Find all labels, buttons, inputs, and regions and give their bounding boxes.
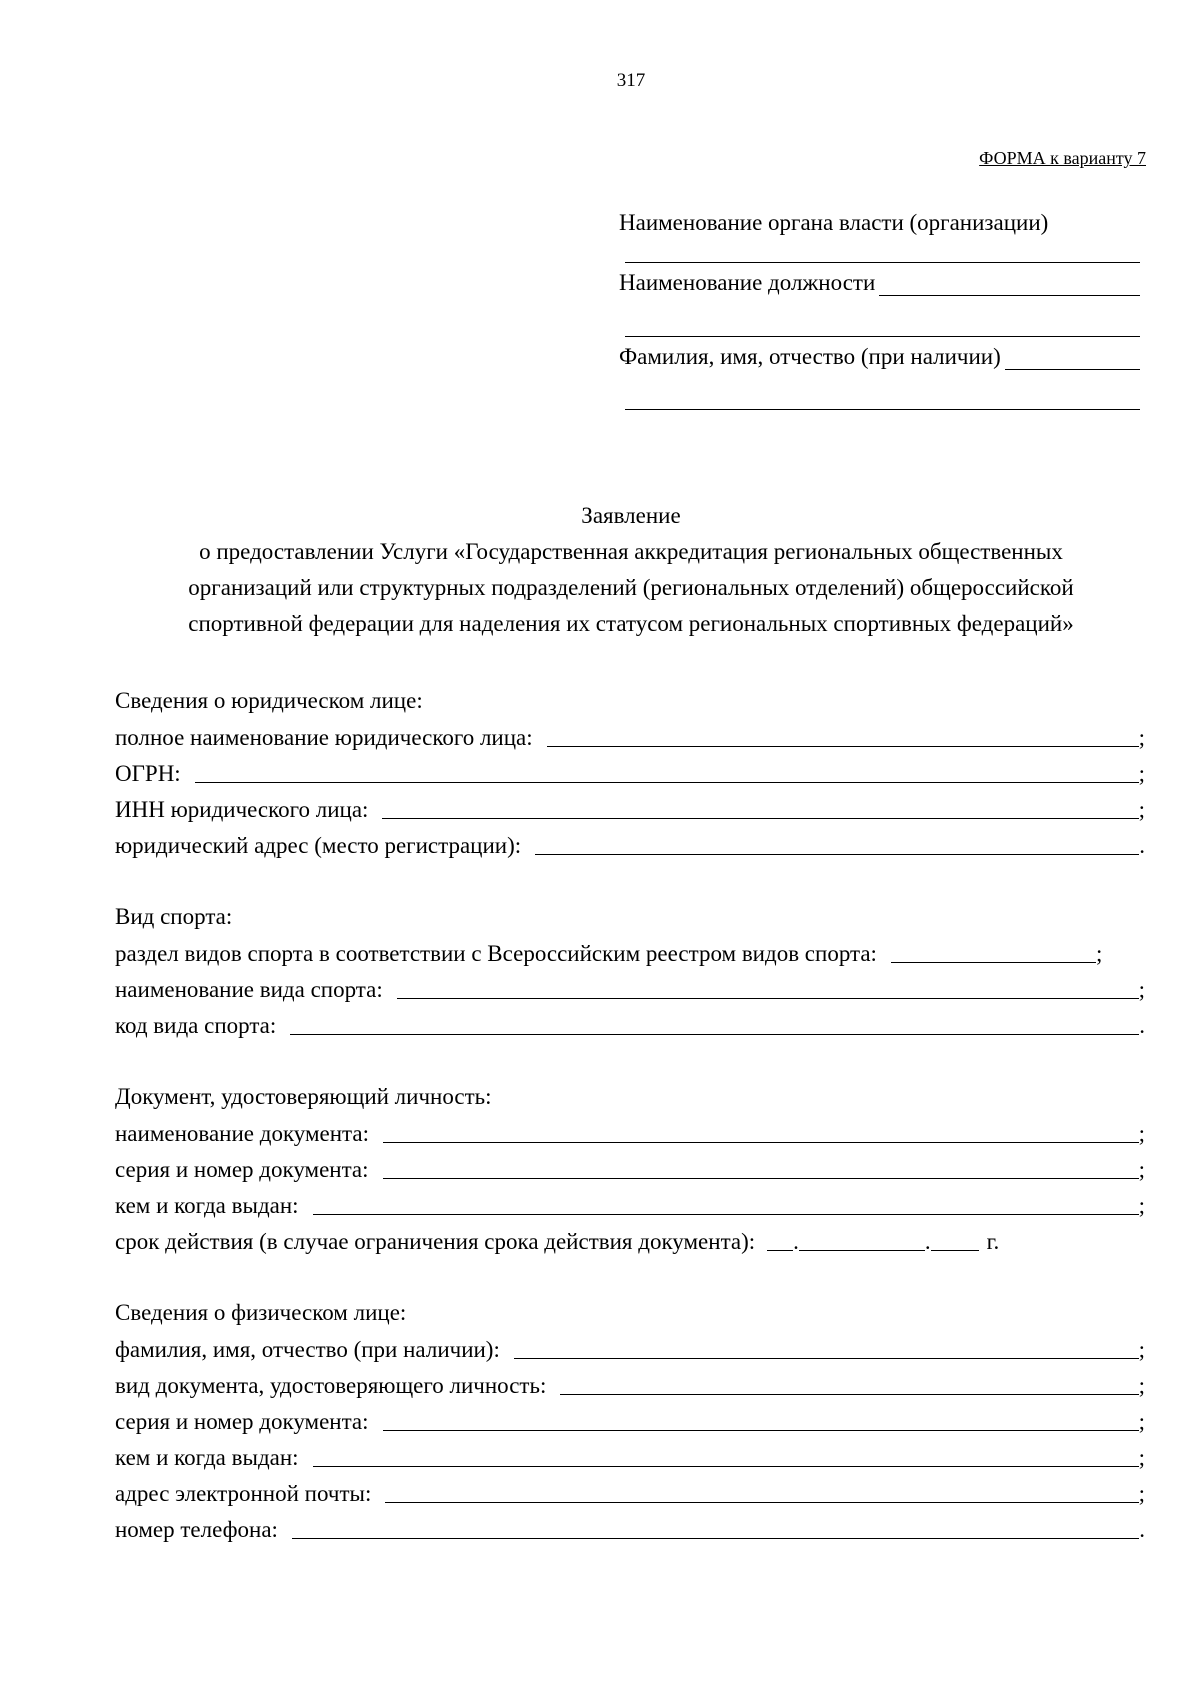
input-line[interactable] <box>547 724 1139 747</box>
field-label: серия и номер документа: <box>115 1157 369 1182</box>
position-label: Наименование должности <box>619 270 876 295</box>
full-name-label: Фамилия, имя, отчество (при наличии) <box>619 344 1001 369</box>
input-line[interactable] <box>382 796 1138 819</box>
input-line[interactable] <box>383 1408 1139 1431</box>
statement-line: спортивной федерации для наделения их статусом региональных спортивных федераций» <box>188 611 1074 636</box>
field-end-mark: ; <box>1138 1121 1145 1146</box>
full-name-input-line[interactable] <box>1005 347 1140 370</box>
year-suffix: г. <box>986 1229 1000 1254</box>
field-end-mark: ; <box>1138 725 1145 750</box>
day-input-line[interactable] <box>767 1228 793 1251</box>
field-label: ИНН юридического лица: <box>115 797 369 822</box>
statement-title <box>120 498 1142 642</box>
field-end-mark: ; <box>1138 1337 1145 1362</box>
field-label: код вида спорта: <box>115 1013 277 1038</box>
field-full-name-legal <box>115 719 1145 755</box>
input-line[interactable] <box>891 940 1096 963</box>
input-line[interactable] <box>560 1372 1138 1395</box>
input-line[interactable] <box>383 1120 1139 1143</box>
field-end-mark: . <box>1139 1517 1145 1542</box>
position-input-line-2[interactable] <box>625 336 1140 337</box>
field-label: номер телефона: <box>115 1517 278 1542</box>
field-end-mark: ; <box>1138 1157 1145 1182</box>
statement-line: организаций или структурных подразделений (региональных отделений) общероссийской <box>188 575 1074 600</box>
individual-heading: Сведения о физическом лице: <box>115 1300 407 1325</box>
field-label: адрес электронной почты: <box>115 1481 372 1506</box>
field-end-mark: ; <box>1138 1445 1145 1470</box>
field-end-mark: ; <box>1138 1481 1145 1506</box>
field-label: наименование документа: <box>115 1121 369 1146</box>
statement-line: о предоставлении Услуги «Государственная аккредитация региональных общественных <box>199 539 1063 564</box>
input-line[interactable] <box>385 1480 1138 1503</box>
field-sport-section <box>115 935 1145 971</box>
field-end-mark: . <box>1139 1013 1145 1038</box>
input-line[interactable] <box>313 1444 1139 1467</box>
field-label: раздел видов спорта в соответствии с Всероссийским реестром видов спорта: <box>115 941 877 966</box>
year-input-line[interactable] <box>931 1228 979 1251</box>
field-end-mark: ; <box>1138 977 1145 1002</box>
authority-line <box>619 206 1140 236</box>
input-line[interactable] <box>514 1336 1139 1359</box>
page-number: 317 <box>616 70 646 91</box>
input-line[interactable] <box>290 1012 1139 1035</box>
field-label: фамилия, имя, отчество (при наличии): <box>115 1337 500 1362</box>
sport-heading: Вид спорта: <box>115 904 233 929</box>
input-line[interactable] <box>535 832 1139 855</box>
field-document-validity <box>115 1223 1145 1259</box>
field-label: кем и когда выдан: <box>115 1445 299 1470</box>
field-label: вид документа, удостоверяющего личность: <box>115 1373 547 1398</box>
legal-entity-heading: Сведения о юридическом лице: <box>115 688 423 713</box>
field-label: юридический адрес (место регистрации): <box>115 833 522 858</box>
field-document-issued <box>115 1187 1145 1223</box>
field-individual-name <box>115 1331 1145 1367</box>
sport-section <box>115 899 1145 1043</box>
field-end-mark: ; <box>1138 797 1145 822</box>
field-label: ОГРН: <box>115 761 181 786</box>
field-ogrn <box>115 755 1145 791</box>
authority-label: Наименование органа власти (организации) <box>619 210 1049 235</box>
month-input-line[interactable] <box>799 1228 925 1251</box>
position-line <box>619 266 1140 296</box>
field-sport-code <box>115 1007 1145 1043</box>
date-separator: . <box>924 1229 931 1254</box>
authority-input-line[interactable] <box>625 262 1140 263</box>
field-sport-name <box>115 971 1145 1007</box>
input-line[interactable] <box>313 1192 1139 1215</box>
field-end-mark: ; <box>1138 1373 1145 1398</box>
field-label: кем и когда выдан: <box>115 1193 299 1218</box>
field-end-mark: ; <box>1138 1193 1145 1218</box>
statement-heading: Заявление <box>581 503 681 528</box>
field-individual-doc-issued <box>115 1439 1145 1475</box>
input-line[interactable] <box>195 760 1139 783</box>
field-end-mark: ; <box>1095 941 1103 966</box>
identity-document-section <box>115 1079 1145 1259</box>
field-end-mark: ; <box>1138 761 1145 786</box>
field-label: полное наименование юридического лица: <box>115 725 533 750</box>
field-end-mark: ; <box>1138 1409 1145 1434</box>
field-individual-phone <box>115 1511 1145 1547</box>
input-line[interactable] <box>383 1156 1139 1179</box>
field-label: наименование вида спорта: <box>115 977 383 1002</box>
field-individual-email <box>115 1475 1145 1511</box>
field-individual-doc-number <box>115 1403 1145 1439</box>
full-name-input-line-2[interactable] <box>625 409 1140 410</box>
field-inn <box>115 791 1145 827</box>
identity-document-heading: Документ, удостоверяющий личность: <box>115 1084 492 1109</box>
field-label: срок действия (в случае ограничения срока действия документа): <box>115 1229 756 1254</box>
legal-entity-section <box>115 683 1145 863</box>
field-document-number <box>115 1151 1145 1187</box>
field-end-mark: . <box>1139 833 1145 858</box>
date-separator: . <box>793 1229 799 1254</box>
position-input-line[interactable] <box>879 273 1140 296</box>
full-name-line <box>619 340 1140 370</box>
input-line[interactable] <box>397 976 1139 999</box>
form-reference: ФОРМА к варианту 7 <box>979 148 1146 168</box>
form-sections <box>115 683 1145 1583</box>
field-individual-doc-type <box>115 1367 1145 1403</box>
input-line[interactable] <box>292 1516 1139 1539</box>
field-legal-address <box>115 827 1145 863</box>
field-label: серия и номер документа: <box>115 1409 369 1434</box>
individual-section <box>115 1295 1145 1547</box>
field-document-name <box>115 1115 1145 1151</box>
